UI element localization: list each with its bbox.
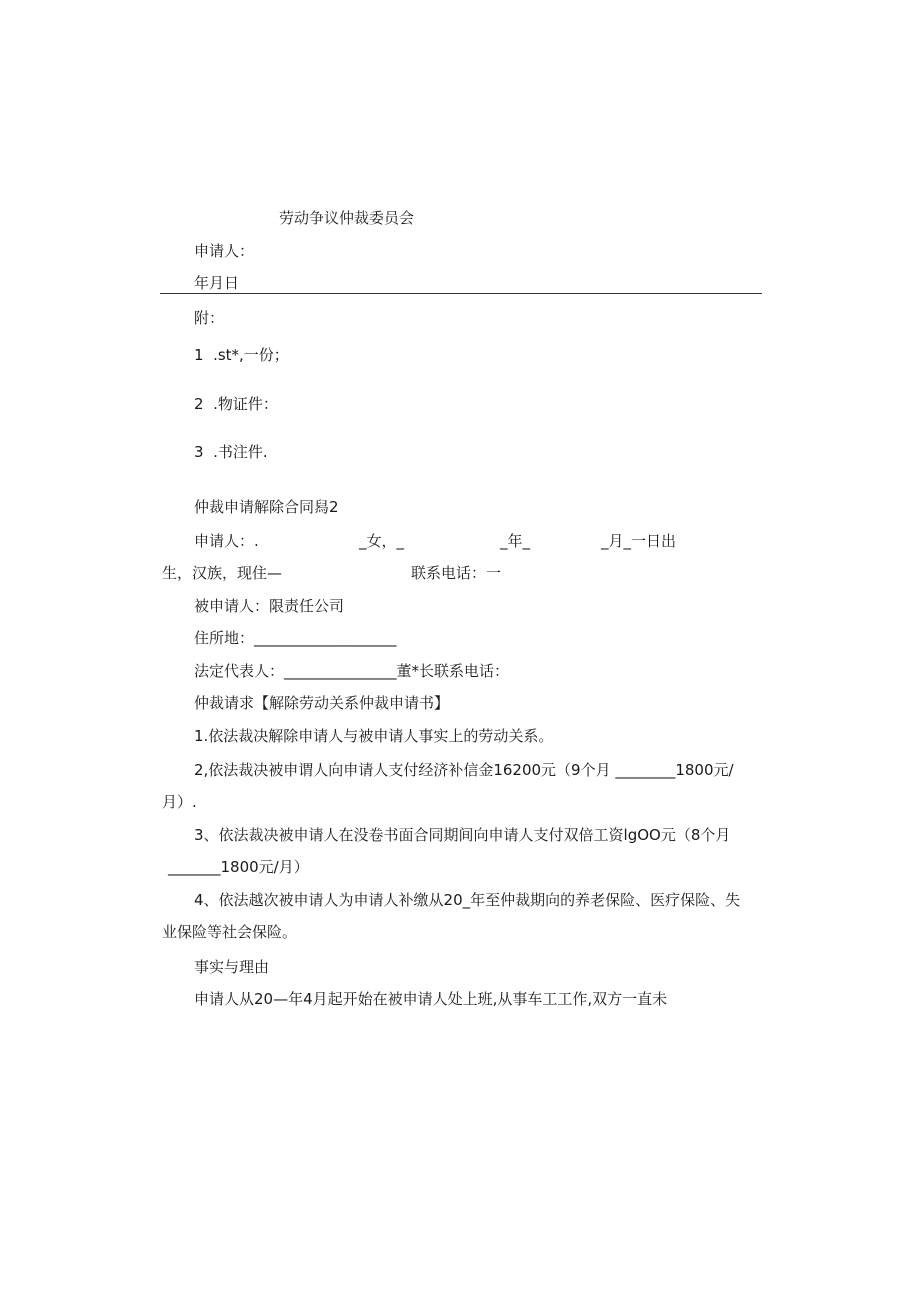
request-item-continued: _______1800元/月） xyxy=(168,858,309,876)
request-item-continued: 业保险等社会保险。 xyxy=(162,923,298,941)
request-heading: 仲裁请求【解除劳动关系仲裁申请书】 xyxy=(194,694,450,712)
attachment-item: 2 .物证件： xyxy=(194,395,278,413)
respondent: 被申请人：限责任公司 xyxy=(194,597,345,615)
applicant-birth-year: _年_ xyxy=(500,532,531,550)
request-item: 1.依法裁决解除申请人与被申请人事实上的劳动关系。 xyxy=(194,727,554,745)
committee-name: 劳动争议仲裁委员会 xyxy=(279,209,415,227)
facts-heading: 事实与理由 xyxy=(194,958,270,976)
legal-representative: 法定代表人：_______________董*长联系电话： xyxy=(194,662,510,680)
attachment-item: 3 .书注件. xyxy=(194,443,268,461)
applicant-gender: _女，_ xyxy=(359,532,405,550)
request-item: 2,依法裁决被申谓人向申请人支付经济补信金16200元（9个月 ________1800元/ xyxy=(194,761,734,779)
applicant-label: 申请人：. xyxy=(194,532,259,550)
request-item: 4、依法越次被申请人为申请人补缴从20_年至仲裁期向的养老保险、医疗保险、失 xyxy=(194,891,741,909)
respondent-address: 住所地：___________________ xyxy=(194,629,397,647)
applicant-residence: 生，汉族，现住— xyxy=(162,564,283,582)
attachments-label: 附： xyxy=(194,309,225,327)
attachment-item: 1 .st*,一份； xyxy=(194,346,289,364)
applicant-birth-month-day: _月_一日出 xyxy=(601,532,677,550)
request-item-continued: 月）. xyxy=(162,793,197,811)
applicant-signature-label: 申请人： xyxy=(194,242,255,260)
facts-text: 申请人从20—年4月起开始在被申请人处上班,从事车工工作,双方一直未 xyxy=(194,990,668,1008)
divider xyxy=(160,293,762,294)
request-item: 3、依法裁决被申请人在没卷书面合同期间向申请人支付双倍工资lgOO元（8个月 xyxy=(194,826,731,844)
document-title: 仲裁申请解除合同舄2 xyxy=(194,498,339,516)
applicant-phone: 联系电话：一 xyxy=(411,564,502,582)
date-line: 年月日 xyxy=(194,274,240,292)
